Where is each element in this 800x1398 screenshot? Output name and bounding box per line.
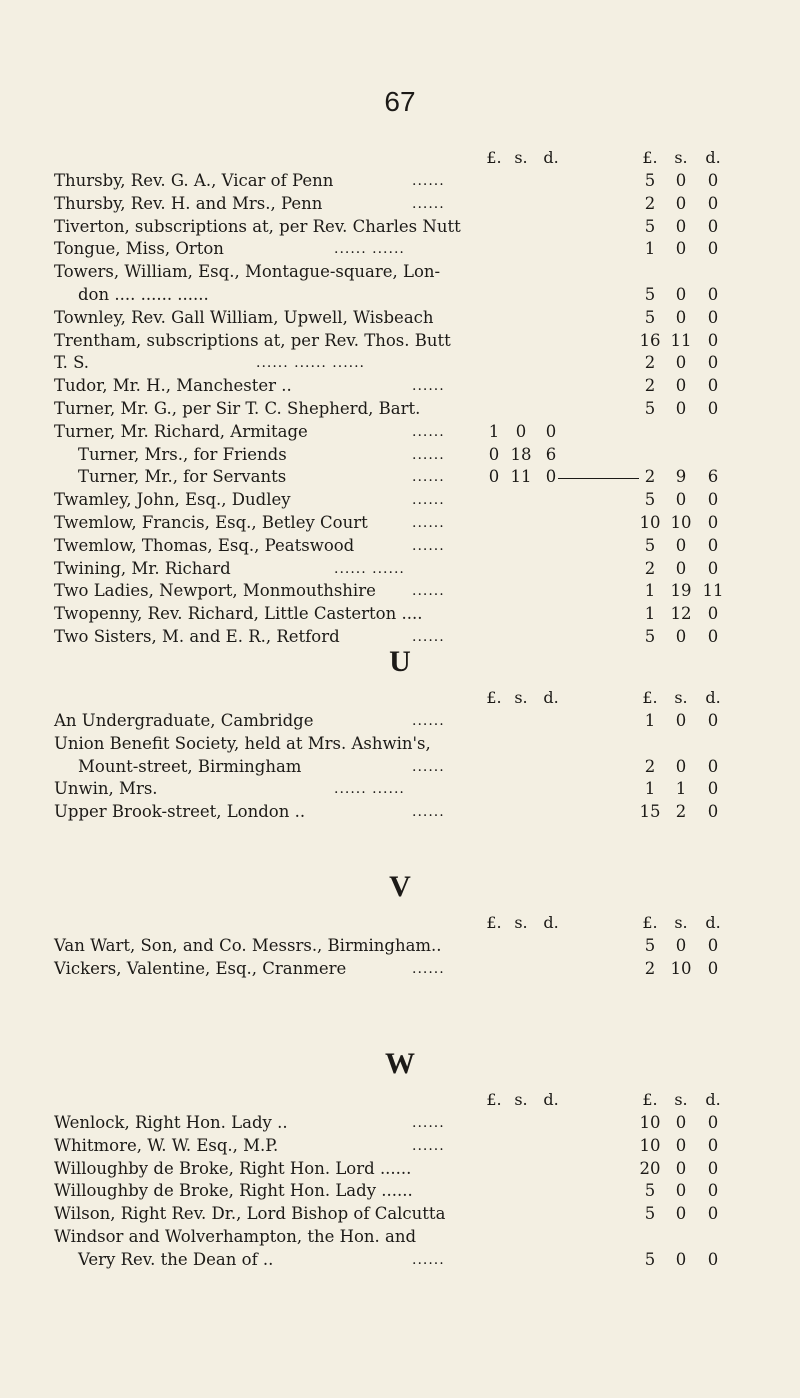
leader-dots: ...... [412, 537, 445, 554]
subscriber-name-line: Willoughby de Broke, Right Hon. Lord ...... [54, 1158, 412, 1178]
right-amount-pounds: 5 [644, 398, 656, 418]
right-amount-pounds: 5 [644, 1249, 656, 1269]
subscriber-name [54, 1180, 413, 1203]
subscriber-name-line: Vickers, Valentine, Esq., Cranmere [54, 958, 347, 978]
right-amount-shillings: 1 [675, 779, 687, 799]
right-amount-pounds: 1 [644, 581, 656, 601]
section-v [54, 913, 744, 981]
right-amount-pence: 0 [707, 802, 719, 822]
right-amount-pounds: 1 [644, 779, 656, 799]
right-amount-pounds: 2 [644, 958, 656, 978]
right-amount-shillings: 0 [675, 711, 687, 730]
right-amount-shillings: 0 [675, 1204, 687, 1224]
bracket-dash [558, 478, 639, 479]
left-header-shillings: s. [514, 1090, 528, 1109]
right-amount-pounds: 2 [644, 353, 656, 373]
right-amount-pounds: 5 [644, 1181, 656, 1201]
subscriber-row [54, 352, 744, 375]
right-header-shillings: s. [674, 1090, 688, 1109]
leader-dots: ...... [412, 195, 445, 212]
section-t [54, 148, 744, 649]
leader-dots: ...... [412, 446, 445, 463]
right-header-pence: d. [705, 688, 721, 707]
subscriber-name [54, 558, 231, 581]
right-amount-pounds: 2 [644, 558, 656, 578]
subscriber-name-line: Townley, Rev. Gall William, Upwell, Wisbeach [54, 307, 434, 327]
subscriber-name [54, 958, 346, 981]
subscriber-name-line: Upper Brook-street, London .. [54, 802, 306, 822]
subscriber-name [54, 1158, 411, 1181]
subscriber-name-line: Thursby, Rev. G. A., Vicar of Penn [54, 171, 334, 190]
right-amount-shillings: 0 [675, 239, 687, 259]
subscriber-name [54, 801, 305, 824]
subscriber-name-line: Wilson, Right Rev. Dr., Lord Bishop of Calcutta [54, 1204, 446, 1224]
right-amount-shillings: 0 [675, 535, 687, 555]
right-amount-pounds: 5 [644, 307, 656, 327]
section-letter: V [389, 870, 411, 903]
subscriber-name [54, 398, 420, 421]
subscriber-row [54, 170, 744, 193]
right-header-pounds: £. [642, 1090, 658, 1109]
section-u [54, 688, 744, 824]
subscriber-row [54, 778, 744, 801]
left-header-pounds: £. [486, 148, 502, 167]
subscriber-name-line: Van Wart, Son, and Co. Messrs., Birmingham.. [54, 936, 442, 955]
subscriber-name-line: Tudor, Mr. H., Manchester .. [54, 376, 292, 396]
subscriber-name [54, 512, 368, 535]
subscriber-name-line: Turner, Mr., for Servants [78, 467, 287, 487]
leader-dots: ...... ...... ...... [256, 355, 366, 372]
right-header-pounds: £. [642, 148, 658, 167]
right-amount-shillings: 0 [675, 216, 687, 236]
subscriber-name-line: Turner, Mr. G., per Sir T. C. Shepherd, Bart. [54, 398, 421, 418]
left-header-pence: d. [543, 1090, 559, 1109]
subscriber-row [54, 444, 744, 467]
right-amount-pence: 11 [702, 581, 724, 601]
leader-dots: ...... [412, 804, 445, 821]
subscriber-row [54, 398, 744, 421]
subscriber-row [54, 935, 744, 958]
subscriber-name-line: Twemlow, Francis, Esq., Betley Court [54, 512, 368, 532]
right-amount-shillings: 12 [670, 604, 692, 624]
subscriber-row [54, 733, 744, 779]
right-amount-pounds: 5 [644, 535, 656, 555]
right-header-pounds: £. [642, 688, 658, 707]
subscriber-name-continuation: don .... ...... ...... [78, 284, 209, 304]
right-amount-pounds: 16 [639, 330, 661, 350]
subscriber-name-line: Twemlow, Thomas, Esq., Peatswood [54, 535, 355, 555]
subscriber-name-line: Windsor and Wolverhampton, the Hon. and [54, 1226, 417, 1246]
leader-dots: ...... [412, 469, 445, 486]
right-amount-pence: 0 [707, 626, 719, 646]
right-amount-shillings: 0 [675, 398, 687, 418]
subscriber-name [54, 1203, 445, 1226]
right-header-shillings: s. [674, 913, 688, 932]
leader-dots: ...... [412, 173, 445, 189]
leader-dots: ...... [412, 1115, 445, 1131]
right-amount-pence: 0 [707, 239, 719, 259]
subscriber-name-line: Two Sisters, M. and E. R., Retford [54, 626, 340, 646]
right-amount-pence: 0 [707, 558, 719, 578]
subscriber-name-line: Unwin, Mrs. [54, 779, 158, 799]
left-header-shillings: s. [514, 688, 528, 707]
right-amount-pounds: 5 [644, 171, 656, 190]
subscriber-name [54, 261, 440, 307]
subscriber-name [54, 603, 422, 626]
right-amount-shillings: 0 [675, 490, 687, 510]
right-amount-pounds: 5 [644, 490, 656, 510]
currency-header-row [54, 1090, 744, 1112]
subscriber-name-line: Twopenny, Rev. Richard, Little Casterton .... [54, 604, 423, 624]
right-amount-shillings: 0 [675, 171, 687, 190]
subscriber-name-line: Tiverton, subscriptions at, per Rev. Charles Nutt [54, 216, 461, 236]
right-amount-pounds: 1 [644, 604, 656, 624]
right-amount-shillings: 9 [675, 467, 687, 487]
right-header-shillings: s. [674, 688, 688, 707]
leader-dots: ...... ...... [334, 560, 405, 577]
left-header-shillings: s. [514, 148, 528, 167]
right-amount-pounds: 20 [639, 1158, 661, 1178]
right-amount-pounds: 5 [644, 284, 656, 304]
right-amount-pounds: 1 [644, 711, 656, 730]
right-amount-pence: 6 [707, 467, 719, 487]
right-amount-pence: 0 [707, 1181, 719, 1201]
subscriber-name-line: Towers, William, Esq., Montague-square, Lon- [54, 262, 441, 282]
left-header-pence: d. [543, 688, 559, 707]
right-amount-pounds: 5 [644, 936, 656, 955]
right-amount-shillings: 0 [675, 1181, 687, 1201]
currency-header-row [54, 148, 744, 170]
right-amount-pounds: 2 [644, 756, 656, 776]
subscriber-name-line: T. S. [54, 353, 90, 373]
right-amount-pence: 0 [707, 307, 719, 327]
subscriber-name [54, 710, 313, 733]
right-header-pence: d. [705, 1090, 721, 1109]
subscriber-name [54, 535, 354, 558]
leader-dots: ...... [412, 713, 445, 729]
right-amount-pounds: 5 [644, 626, 656, 646]
left-amount-shillings: 0 [515, 421, 527, 441]
subscriber-name-continuation: Mount-street, Birmingham [78, 756, 302, 776]
subscriber-name-line: Thursby, Rev. H. and Mrs., Penn [54, 193, 323, 213]
right-amount-pence: 0 [707, 398, 719, 418]
left-header-pence: d. [543, 913, 559, 932]
subscriber-name [54, 375, 292, 398]
subscriber-row [54, 958, 744, 981]
subscriber-name [54, 216, 461, 239]
subscriber-row [54, 489, 744, 512]
subscriber-name-line: Twining, Mr. Richard [54, 558, 231, 578]
right-amount-shillings: 0 [675, 353, 687, 373]
subscriber-name-line: Turner, Mrs., for Friends [78, 444, 287, 464]
subscriber-name-line: Tongue, Miss, Orton [54, 239, 224, 259]
right-amount-pence: 0 [707, 1249, 719, 1269]
subscriber-row [54, 1112, 744, 1135]
subscriber-name [54, 580, 376, 603]
right-amount-shillings: 10 [670, 512, 692, 532]
leader-dots: ...... [412, 758, 445, 775]
page-number: 67 [384, 86, 416, 117]
subscriber-name-line: Union Benefit Society, held at Mrs. Ashwin's, [54, 733, 431, 753]
right-amount-pence: 0 [707, 216, 719, 236]
subscriber-row [54, 307, 744, 330]
right-amount-shillings: 0 [675, 376, 687, 396]
right-amount-shillings: 0 [675, 193, 687, 213]
subscriber-name [54, 733, 431, 779]
leader-dots: ...... [412, 514, 445, 531]
leader-dots: ...... [412, 628, 445, 645]
right-amount-pounds: 10 [639, 512, 661, 532]
left-amount-pounds: 1 [488, 421, 500, 441]
subscriber-row [54, 1226, 744, 1272]
right-amount-shillings: 11 [670, 330, 692, 350]
subscriber-row [54, 512, 744, 535]
right-amount-shillings: 0 [675, 1158, 687, 1178]
left-amount-pence: 6 [545, 444, 557, 464]
leader-dots: ...... [412, 492, 445, 509]
subscriber-name-line: An Undergraduate, Cambridge [54, 711, 314, 730]
subscriber-row [54, 261, 744, 307]
right-amount-shillings: 0 [675, 936, 687, 955]
subscriber-name [54, 330, 451, 353]
left-amount-pounds: 0 [488, 444, 500, 464]
right-amount-shillings: 0 [675, 756, 687, 776]
subscriber-row [54, 238, 744, 261]
left-header-pounds: £. [486, 1090, 502, 1109]
right-header-pence: d. [705, 913, 721, 932]
right-amount-pounds: 10 [639, 1113, 661, 1132]
right-amount-shillings: 0 [675, 284, 687, 304]
subscriber-name [78, 466, 286, 489]
left-header-pounds: £. [486, 688, 502, 707]
leader-dots: ...... [412, 423, 445, 440]
subscriber-row [54, 535, 744, 558]
subscriber-name-line: Twamley, John, Esq., Dudley [54, 490, 291, 510]
leader-dots: ...... [412, 378, 445, 395]
right-amount-shillings: 0 [675, 1249, 687, 1269]
right-header-shillings: s. [674, 148, 688, 167]
right-amount-shillings: 0 [675, 626, 687, 646]
right-amount-pounds: 2 [644, 376, 656, 396]
subscriber-name [54, 193, 322, 216]
subscriber-name-line: Two Ladies, Newport, Monmouthshire [54, 581, 376, 601]
subscriber-name [78, 444, 287, 467]
subscriber-name [54, 1112, 288, 1135]
right-amount-pence: 0 [707, 535, 719, 555]
subscriber-row [54, 710, 744, 733]
leader-dots: ...... [412, 583, 445, 600]
subscriber-row [54, 1203, 744, 1226]
right-amount-pence: 0 [707, 171, 719, 190]
right-amount-shillings: 0 [675, 1113, 687, 1132]
subscriber-name [54, 421, 308, 444]
left-amount-pence: 0 [545, 421, 557, 441]
section-w [54, 1090, 744, 1272]
subscriber-name-line: Willoughby de Broke, Right Hon. Lady ...... [54, 1181, 413, 1201]
subscriber-name-continuation: Very Rev. the Dean of .. [78, 1249, 274, 1269]
right-amount-pence: 0 [707, 193, 719, 213]
right-amount-pence: 0 [707, 512, 719, 532]
right-amount-pence: 0 [707, 330, 719, 350]
subscriber-name-line: Trentham, subscriptions at, per Rev. Thos. Butt [54, 330, 451, 350]
subscriber-name [54, 307, 434, 330]
subscriber-row [54, 193, 744, 216]
subscriber-row [54, 558, 744, 581]
leader-dots: ...... ...... [334, 241, 405, 258]
left-amount-shillings: 18 [510, 444, 532, 464]
right-amount-pence: 0 [707, 936, 719, 955]
right-amount-shillings: 0 [675, 558, 687, 578]
subscriber-name [54, 935, 442, 958]
left-header-pence: d. [543, 148, 559, 167]
subscriber-name [54, 352, 89, 375]
right-amount-shillings: 0 [675, 1135, 687, 1155]
left-header-shillings: s. [514, 913, 528, 932]
right-amount-shillings: 10 [670, 958, 692, 978]
subscriber-name [54, 778, 158, 801]
subscriber-row [54, 1158, 744, 1181]
right-header-pounds: £. [642, 913, 658, 932]
right-amount-pounds: 2 [644, 467, 656, 487]
subscriber-name-line: Wenlock, Right Hon. Lady .. [54, 1113, 288, 1132]
currency-header-row [54, 688, 744, 710]
subscriber-row [54, 216, 744, 239]
left-amount-shillings: 11 [510, 467, 532, 487]
right-amount-pence: 0 [707, 1135, 719, 1155]
right-amount-pounds: 1 [644, 239, 656, 259]
right-amount-pence: 0 [707, 1113, 719, 1132]
right-amount-pence: 0 [707, 1158, 719, 1178]
right-amount-shillings: 2 [675, 802, 687, 822]
right-amount-shillings: 19 [670, 581, 692, 601]
right-header-pence: d. [705, 148, 721, 167]
subscriber-name-line: Whitmore, W. W. Esq., M.P. [54, 1135, 279, 1155]
subscriber-row [54, 1135, 744, 1158]
right-amount-pence: 0 [707, 284, 719, 304]
subscriber-row [54, 421, 744, 444]
subscriber-row [54, 1180, 744, 1203]
right-amount-pounds: 10 [639, 1135, 661, 1155]
right-amount-pence: 0 [707, 353, 719, 373]
subscriber-row [54, 375, 744, 398]
subscriber-name [54, 1226, 416, 1272]
subscriber-row [54, 466, 744, 489]
subscriber-name [54, 238, 224, 261]
section-letter: W [385, 1047, 415, 1080]
left-header-pounds: £. [486, 913, 502, 932]
right-amount-pounds: 5 [644, 216, 656, 236]
leader-dots: ...... ...... [334, 781, 405, 798]
subscriber-name [54, 170, 333, 193]
right-amount-pence: 0 [707, 1204, 719, 1224]
section-letter: U [389, 645, 411, 678]
subscriber-row [54, 330, 744, 353]
leader-dots: ...... [412, 1251, 445, 1268]
right-amount-pounds: 15 [639, 802, 661, 822]
right-amount-shillings: 0 [675, 307, 687, 327]
subscriber-row [54, 801, 744, 824]
subscriber-row [54, 580, 744, 603]
right-amount-pence: 0 [707, 779, 719, 799]
right-amount-pence: 0 [707, 711, 719, 730]
subscriber-name-line: Turner, Mr. Richard, Armitage [54, 421, 308, 441]
right-amount-pence: 0 [707, 756, 719, 776]
leader-dots: ...... [412, 1137, 445, 1154]
right-amount-pounds: 5 [644, 1204, 656, 1224]
left-amount-pence: 0 [545, 467, 557, 487]
subscriber-name [54, 1135, 278, 1158]
right-amount-pence: 0 [707, 958, 719, 978]
subscriber-name [54, 489, 291, 512]
leader-dots: ...... [412, 960, 445, 977]
right-amount-pounds: 2 [644, 193, 656, 213]
right-amount-pence: 0 [707, 490, 719, 510]
left-amount-pounds: 0 [488, 467, 500, 487]
right-amount-pence: 0 [707, 376, 719, 396]
subscriber-row [54, 603, 744, 626]
right-amount-pence: 0 [707, 604, 719, 624]
currency-header-row [54, 913, 744, 935]
